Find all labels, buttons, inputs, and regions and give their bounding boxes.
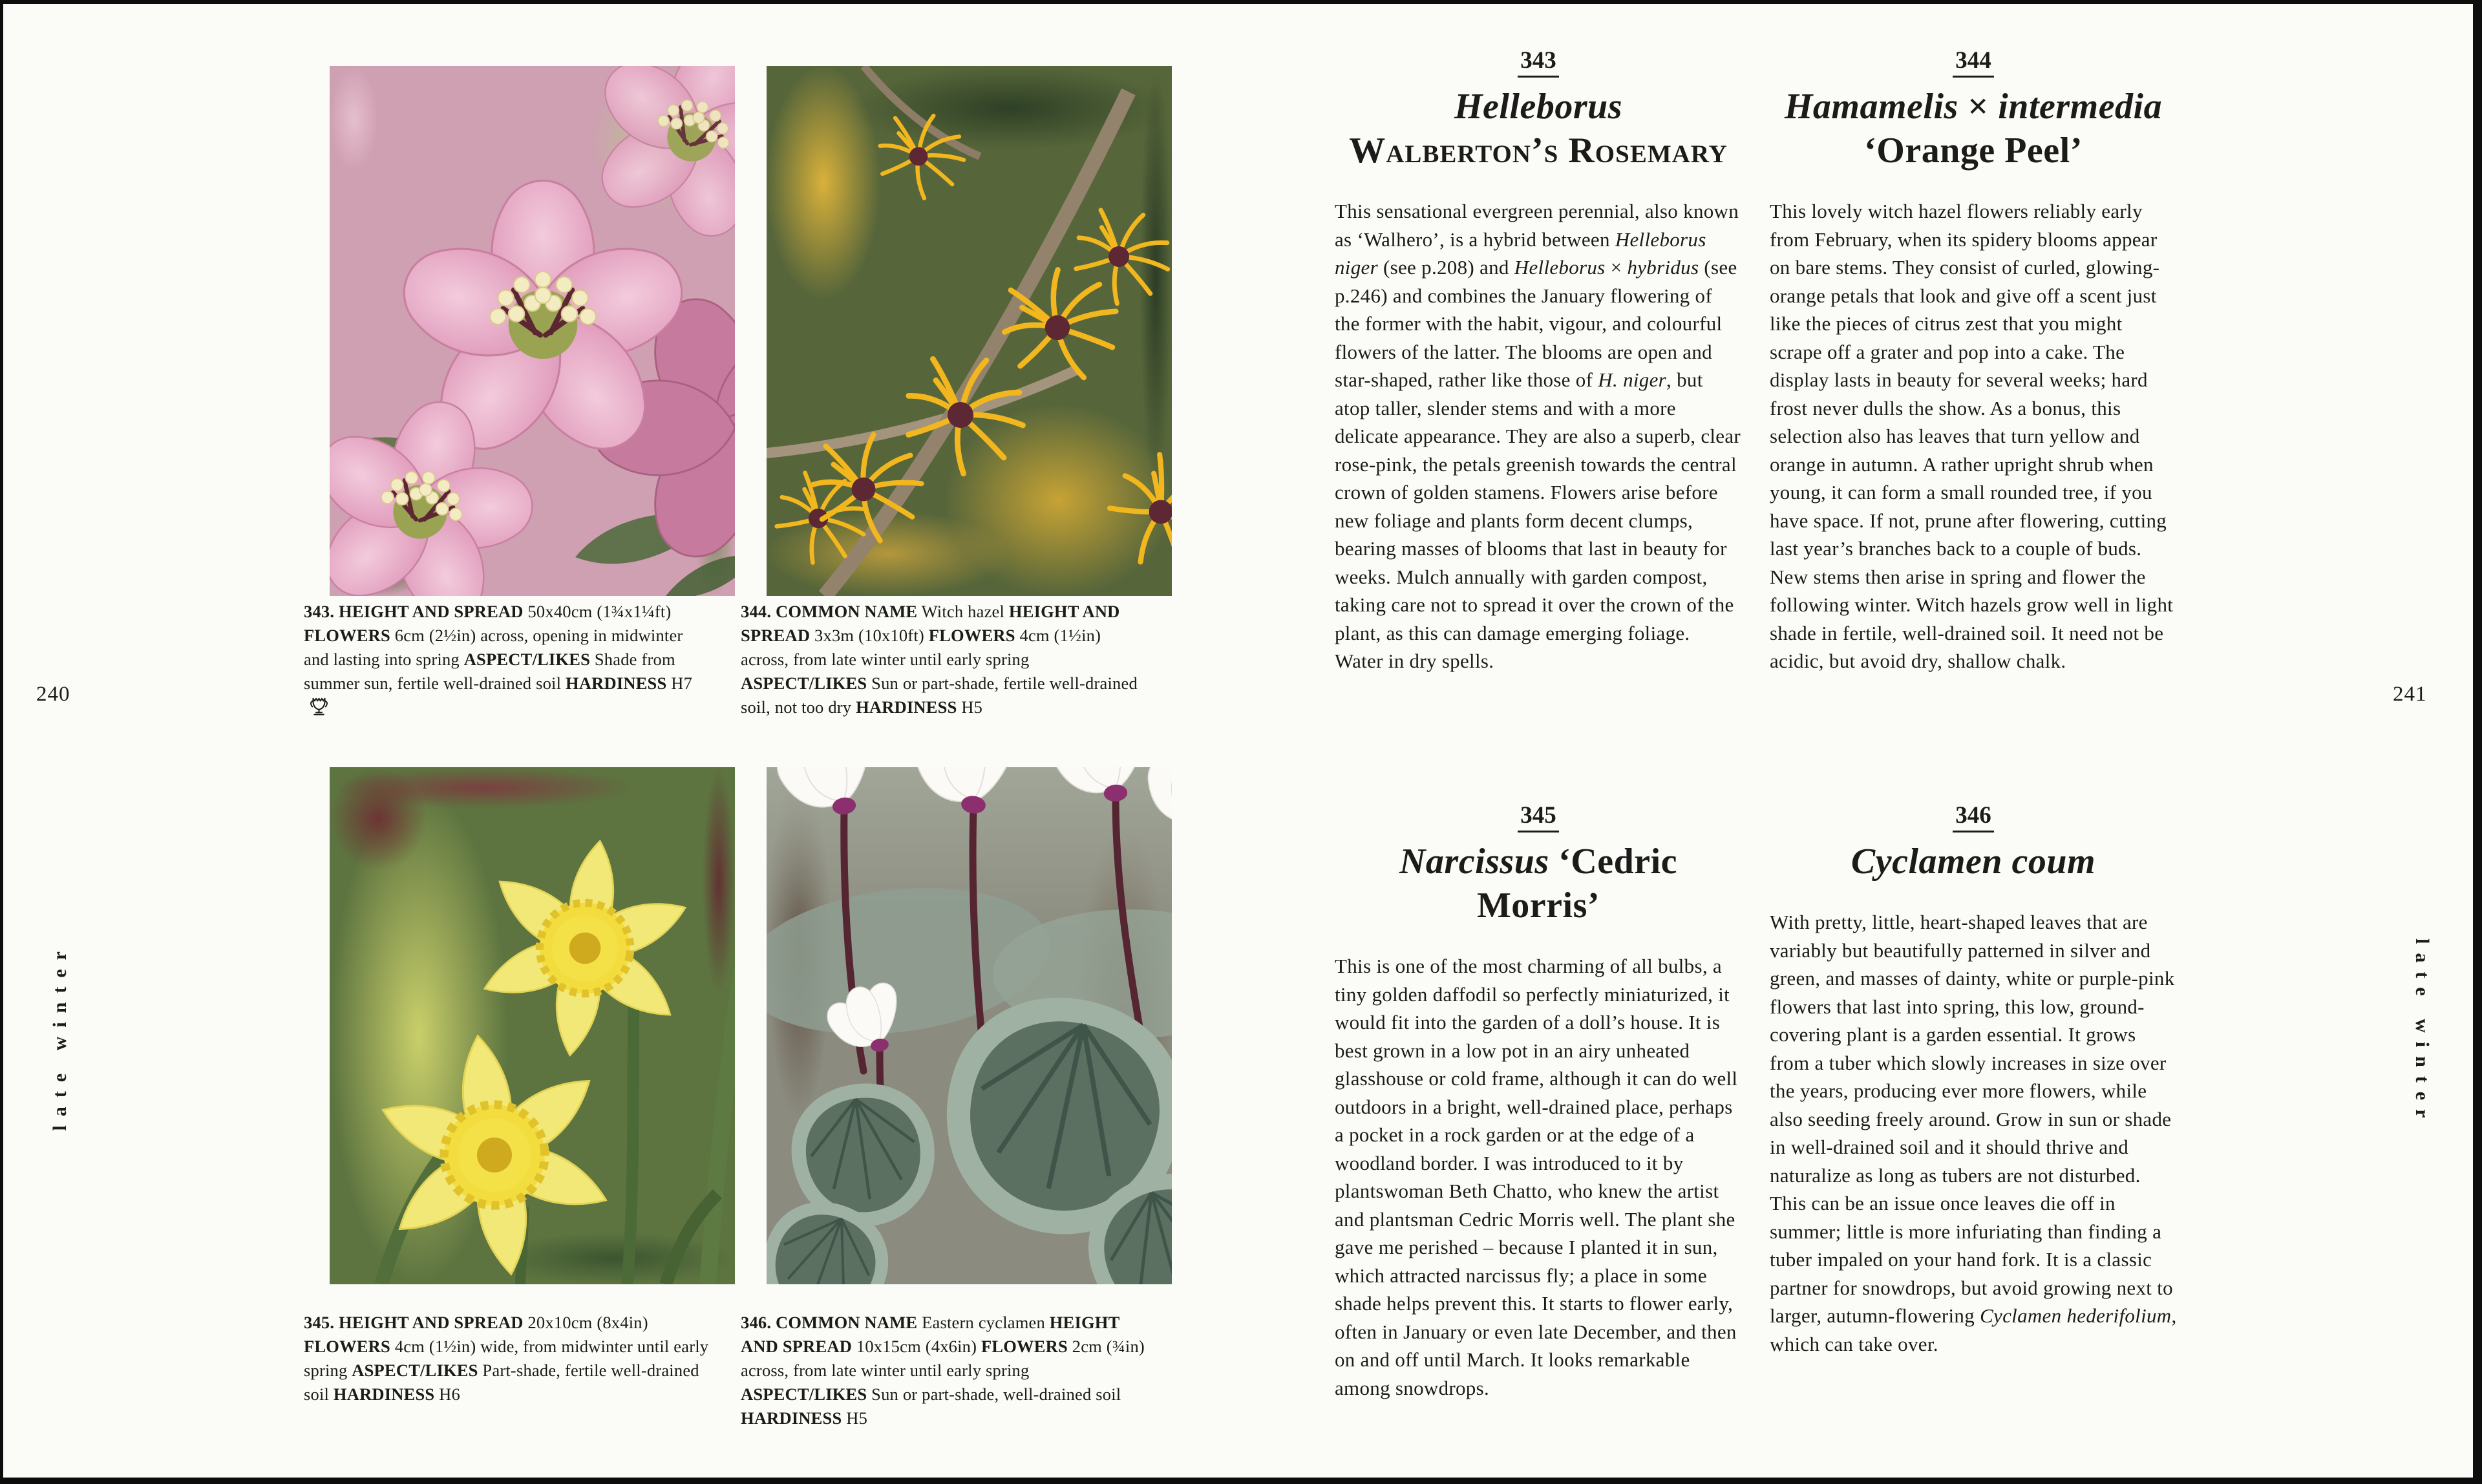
entry-title-line1: Narcissus ‘Cedric Morris’ xyxy=(1399,842,1678,926)
page-number-right: 241 xyxy=(2393,683,2427,706)
daffodil-illustration xyxy=(330,767,735,1284)
witch-hazel-illustration xyxy=(767,66,1172,596)
entry-title xyxy=(1770,85,2177,173)
entry-title-line1: Cyclamen coum xyxy=(1851,842,2096,882)
caption-343 xyxy=(304,600,710,723)
caption-345 xyxy=(304,1311,710,1406)
photo-cyclamen-coum xyxy=(767,767,1172,1284)
entry-number: 344 xyxy=(1770,47,2177,74)
entry-title xyxy=(1335,85,1742,173)
entry-body: This lovely witch hazel flowers reliably early from February, when its spidery blooms appear on bare stems. They consist of curled, glowing-orange petals that look and give off a scent just like the pieces of citrus zest that you might scrape off a grater and pop into a cake. The display lasts in beauty for several weeks; hard frost never dulls the show. As a bonus, this selection also has leaves that turn yellow and orange in autumn. A rather upright shrub when young, it can form a small rounded tree, if you have space. If not, prune after flowering, cutting last year’s branches back to a couple of buds. New stems then arise in spring and flower the following winter. Witch hazels grow well in light shade in fertile, well-drained soil. It need not be acidic, but avoid dry, shallow chalk. xyxy=(1770,200,2174,672)
scan-edge-left xyxy=(0,0,3,1484)
entry-title xyxy=(1335,840,1742,928)
entry-helleborus-walbertons-rosemary xyxy=(1335,47,1742,675)
entry-number: 343 xyxy=(1335,47,1742,74)
season-sidebar-label-right: late winter xyxy=(2412,938,2433,1127)
entry-cyclamen-coum xyxy=(1770,801,2177,1358)
season-sidebar-label-left: late winter xyxy=(49,942,70,1131)
entry-body: This sensational evergreen perennial, also known as ‘Walhero’, is a hybrid between Helleborus niger (see p.208) and Helleborus × hybridus (see p.246) and combines the January flowering of the former with the habit, vigour, and colourful flowers of the latter. The blooms are open and star-shaped, rather like those of H. niger, but atop taller, slender stems and with a more delicate appearance. They are also a superb, clear rose-pink, the petals greenish towards the central crown of golden stamens. Flowers arise before new foliage and plants form decent clumps, bearing masses of blooms that last in beauty for weeks. Mulch annually with garden compost, taking care not to spread it over the crown of the plant, as this can damage emerging foliage. Water in dry spells. xyxy=(1335,200,1741,672)
caption-345-text: 345. HEIGHT AND SPREAD 20x10cm (8x4in) FLOWERS 4cm (1½in) wide, from midwinter until early spring ASPECT/LIKES Part-shade, fertile well-drained soil HARDINESS H6 xyxy=(304,1313,709,1404)
entry-body: This is one of the most charming of all bulbs, a tiny golden daffodil so perfectly miniaturized, it would fit into the garden of a doll’s house. It is best grown in a low pot in an airy unheated glasshouse or cold frame, although it can do well outdoors in a bright, well-drained place, perhaps a pocket in a rock garden or at the edge of a woodland border. I was introduced to it by plantswoman Beth Chatto, who knew the artist and plantsman Cedric Morris well. The plant she gave me perished – because I planted it in sun, which attracted narcissus fly; a place in some shade helps prevent this. It starts to flower early, often in January or even late December, and then on and off until March. It looks remarkable among snowdrops. xyxy=(1335,955,1738,1399)
scan-edge-top xyxy=(0,0,2482,4)
award-trophy-icon xyxy=(310,695,328,723)
entry-hamamelis-orange-peel xyxy=(1770,47,2177,675)
entry-title-line1: Helleborus xyxy=(1454,87,1623,127)
scan-edge-bottom xyxy=(0,1478,2482,1484)
scan-edge-right xyxy=(2473,0,2482,1484)
hellebore-illustration xyxy=(330,66,735,596)
entry-title-line2: Walberton’s Rosemary xyxy=(1349,131,1728,171)
entry-body: With pretty, little, heart-shaped leaves that are variably but beautifully patterned in silver and green, and masses of dainty, white or purple-pink flowers that last into spring, this low, ground-covering plant is a garden essential. It grows from a tuber which slowly increases in size over the years, producing ever more flowers, while also seeding freely around. Grow in sun or shade in well-drained soil and it should thrive and naturalize as long as tubers are not disturbed. This can be an issue once leaves die off in summer; little is more infuriating than finding a tuber impaled on your hand fork. It is a classic partner for snowdrops, but avoid growing next to larger, autumn-flowering Cyclamen hederifolium, which can take over. xyxy=(1770,911,2177,1355)
photo-narcissus-cedric-morris xyxy=(330,767,735,1284)
caption-343-text: 343. HEIGHT AND SPREAD 50x40cm (1¾x1¼ft) FLOWERS 6cm (2½in) across, opening in midwinter and lasting into spring ASPECT/LIKES Shade from summer sun, fertile well-drained soil HARDINESS H7 xyxy=(304,602,693,693)
caption-344 xyxy=(741,600,1147,719)
entry-narcissus-cedric-morris xyxy=(1335,801,1742,1402)
photo-hamamelis-orange-peel xyxy=(767,66,1172,596)
entry-title xyxy=(1770,840,2177,884)
cyclamen-illustration xyxy=(767,767,1172,1284)
caption-346-text: 346. COMMON NAME Eastern cyclamen HEIGHT AND SPREAD 10x15cm (4x6in) FLOWERS 2cm (¾in) across, from late winter until early spring ASPECT/LIKES Sun or part-shade, well-drained soil HARDINESS H5 xyxy=(741,1313,1145,1428)
photo-helleborus-walbertons-rosemary xyxy=(330,66,735,596)
entry-number: 345 xyxy=(1335,801,1742,829)
entry-title-line2: ‘Orange Peel’ xyxy=(1864,131,2083,171)
page-number-left: 240 xyxy=(36,683,70,706)
entry-number: 346 xyxy=(1770,801,2177,829)
entry-title-line1: Hamamelis × intermedia xyxy=(1784,87,2163,127)
caption-346 xyxy=(741,1311,1147,1430)
caption-344-text: 344. COMMON NAME Witch hazel HEIGHT AND SPREAD 3x3m (10x10ft) FLOWERS 4cm (1½in) across, from late winter until early spring ASPECT/LIKES Sun or part-shade, fertile well-drained soil, not too dry HARDINESS H5 xyxy=(741,602,1138,717)
